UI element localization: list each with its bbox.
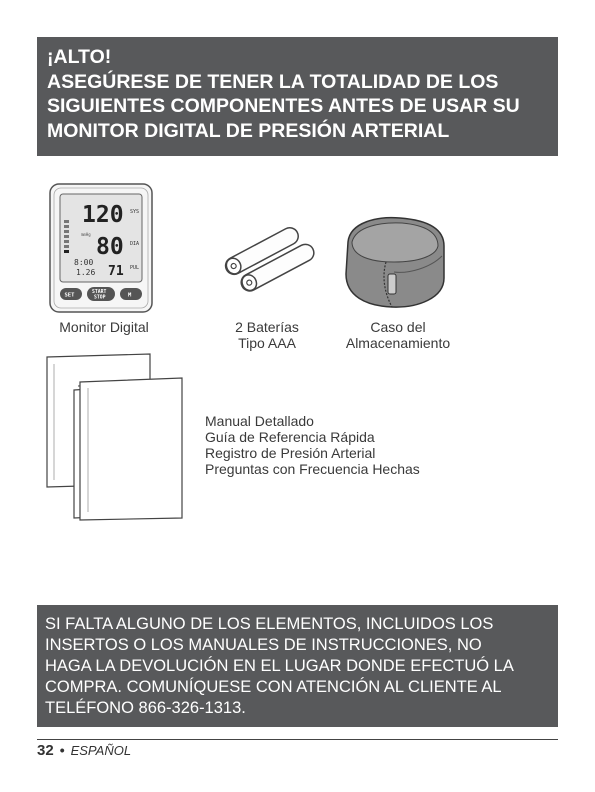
notice-line: COMPRA. COMUNÍQUESE CON ATENCIÓN AL CLIENTE AL (45, 678, 502, 696)
notice-line: TELÉFONO 866-326-1313. (45, 699, 246, 717)
warning-line: SIGUIENTES COMPONENTES ANTES DE USAR SU (47, 95, 520, 117)
manual-item: Manual Detallado (205, 413, 314, 429)
set-button[interactable] (60, 288, 82, 300)
batteries-caption-line: 2 Baterías (235, 319, 299, 335)
manuals-illustration (44, 352, 186, 524)
storage-case-illustration (338, 212, 454, 312)
footer-divider (37, 739, 558, 740)
warning-line: MONITOR DIGITAL DE PRESIÓN ARTERIAL (47, 119, 450, 142)
batteries-caption-line: Tipo AAA (238, 335, 296, 351)
svg-text:STOP: STOP (94, 295, 106, 301)
footer-language: ESPAÑOL (70, 743, 132, 758)
manual-item: Guía de Referencia Rápida (205, 429, 375, 445)
batteries-illustration (214, 222, 326, 302)
manuals-list (205, 413, 420, 477)
notice-line: SI FALTA ALGUNO DE LOS ELEMENTOS, INCLUIDOS LOS (45, 615, 494, 633)
lcd-pulse: 71 (108, 264, 124, 279)
monitor-caption: Monitor Digital (59, 319, 149, 335)
lcd-time: 8:00 (74, 258, 94, 267)
svg-text:mmHg: mmHg (81, 232, 91, 237)
lcd-sys-unit: SYS (130, 209, 140, 215)
notice-line: HAGA LA DEVOLUCIÓN EN EL LUGAR DONDE EFECTUÓ LA (45, 657, 514, 675)
warning-line: ASEGÚRESE DE TENER LA TOTALIDAD DE LOS (47, 70, 499, 93)
lcd-diastolic: 80 (96, 234, 124, 260)
page-footer (37, 742, 131, 759)
case-caption (336, 319, 460, 351)
manual-item: Registro de Presión Arterial (205, 445, 376, 461)
warning-title: ¡ALTO! (47, 46, 112, 68)
batteries-caption (216, 319, 318, 351)
notice-line: INSERTOS O LOS MANUALES DE INSTRUCCIONES, NO (45, 636, 482, 654)
case-caption-line: Caso del (370, 319, 426, 335)
start-stop-button[interactable] (87, 287, 115, 301)
footer-bullet: • (59, 742, 65, 758)
case-caption-line: Almacenamiento (345, 335, 451, 351)
manual-item: Preguntas con Frecuencia Hechas (205, 461, 420, 477)
svg-text:SET: SET (64, 292, 75, 299)
lcd-dia-unit: DIA (130, 241, 140, 247)
blood-pressure-monitor-illustration (48, 182, 154, 314)
memory-button[interactable] (120, 288, 142, 300)
svg-text:M: M (128, 292, 132, 299)
page-number: 32 (37, 742, 54, 759)
lcd-pul-unit: PUL (130, 265, 140, 271)
warning-banner (37, 37, 558, 156)
lcd-systolic: 120 (82, 202, 124, 228)
svg-text:START: START (92, 290, 107, 295)
lcd-date: 1.26 (76, 268, 96, 277)
notice-banner (37, 605, 558, 727)
